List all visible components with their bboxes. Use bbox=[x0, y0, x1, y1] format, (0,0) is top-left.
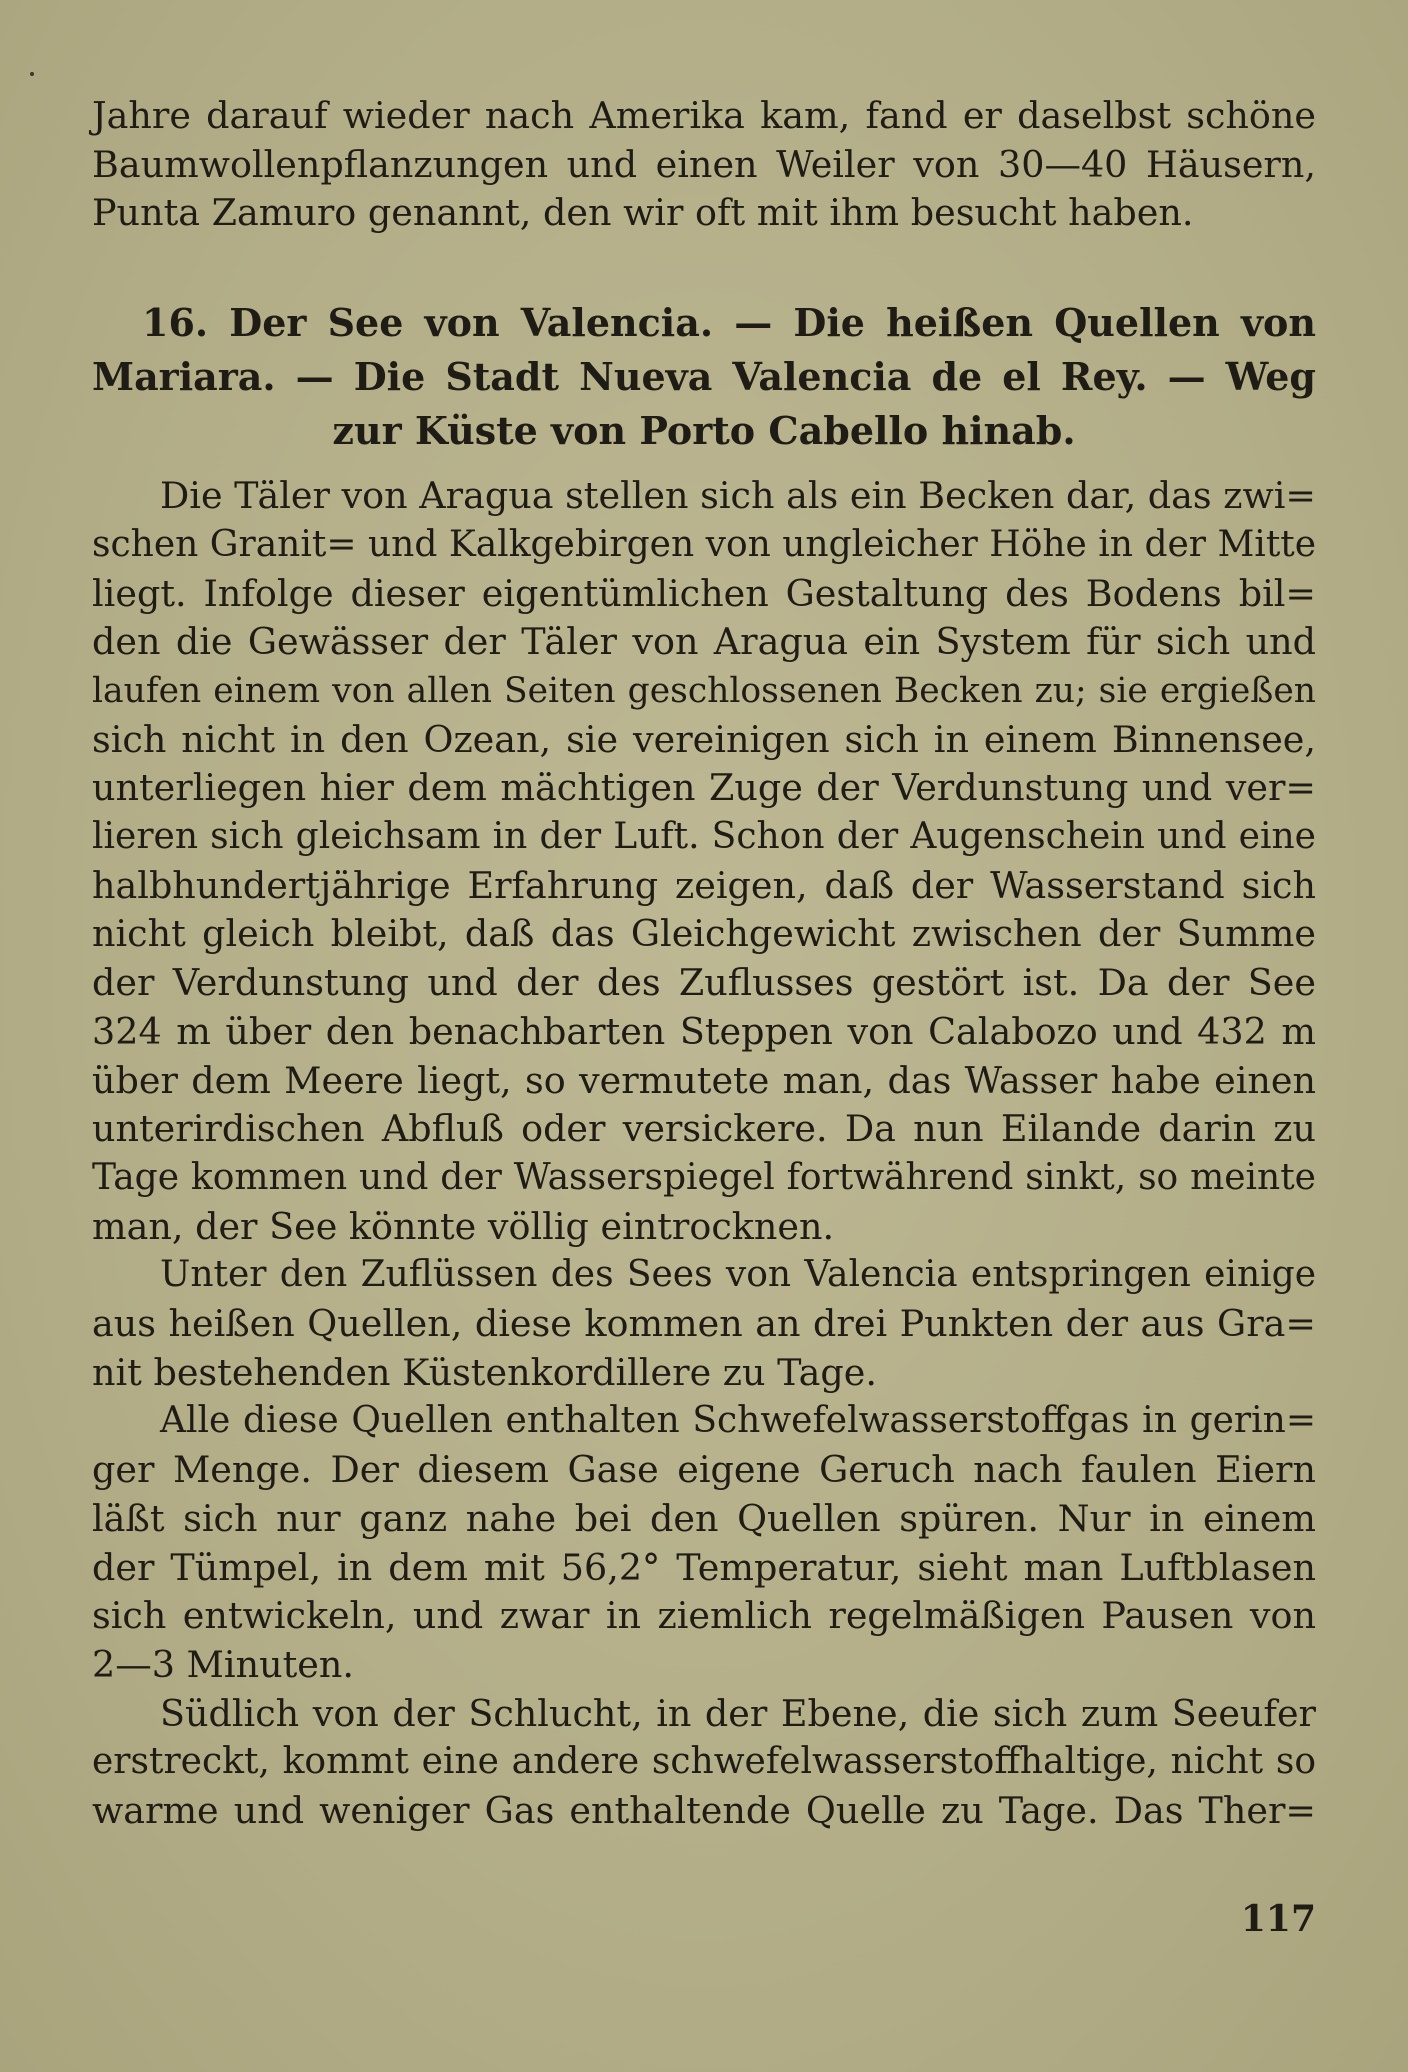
text-line: Südlich von der Schlucht, in der Ebene, die sich zum Seeufer bbox=[160, 1691, 1316, 1735]
text-line: der Tümpel, in dem mit 56,2° Temperatur, sieht man Luftblasen bbox=[92, 1545, 1316, 1589]
heading-line: zur Küste von Porto Cabello hinab. bbox=[332, 408, 1076, 454]
text-line: aus heißen Quellen, diese kommen an drei Punkten der aus Gra= bbox=[92, 1302, 1316, 1346]
heading-line: 16. Der See von Valencia. — Die heißen Quellen von bbox=[142, 300, 1316, 346]
chapter-body bbox=[92, 472, 1316, 1836]
text-line: Die Täler von Aragua stellen sich als ein Becken dar, das zwi= bbox=[160, 474, 1316, 518]
text-line: der Verdunstung und der des Zuflusses gestört ist. Da der See bbox=[92, 961, 1316, 1005]
text-line: läßt sich nur ganz nahe bei den Quellen spüren. Nur in einem bbox=[92, 1496, 1316, 1540]
text-line: laufen einem von allen Seiten geschlossenen Becken zu; sie ergießen bbox=[92, 670, 1316, 711]
text-line: ger Menge. Der diesem Gase eigene Geruch nach faulen Eiern bbox=[92, 1448, 1316, 1492]
text-line: Unter den Zuflüssen des Sees von Valencia entspringen einige bbox=[160, 1254, 1316, 1296]
text-line: Punta Zamuro genannt, den wir oft mit ihm besucht haben. bbox=[92, 191, 1194, 235]
text-line: schen Granit= und Kalkgebirgen von ungleicher Höhe in der Mitte bbox=[92, 523, 1317, 565]
paragraph-4 bbox=[92, 1690, 1316, 1836]
text-line: erstreckt, kommt eine andere schwefelwasserstoffhaltige, nicht so bbox=[92, 1741, 1316, 1783]
text-line: nicht gleich bleibt, daß das Gleichgewicht zwischen der Summe bbox=[92, 912, 1316, 956]
text-line: Tage kommen und der Wasserspiegel fortwährend sinkt, so meinte bbox=[92, 1156, 1316, 1198]
paragraph-3 bbox=[92, 1397, 1316, 1689]
text-line: sich nicht in den Ozean, sie vereinigen sich in einem Binnensee, bbox=[92, 717, 1316, 761]
text-line: man, der See könnte völlig eintrocknen. bbox=[92, 1204, 835, 1248]
text-line: liegt. Infolge dieser eigentümlichen Gestaltung des Bodens bil= bbox=[92, 571, 1316, 615]
book-page bbox=[92, 92, 1316, 1836]
text-line: sich entwickeln, und zwar in ziemlich regelmäßigen Pausen von bbox=[92, 1594, 1316, 1638]
chapter-heading bbox=[92, 296, 1316, 458]
text-line: halbhundertjährige Erfahrung zeigen, daß der Wasserstand sich bbox=[92, 863, 1316, 907]
text-line: 2—3 Minuten. bbox=[92, 1642, 354, 1686]
text-line: Jahre darauf wieder nach Amerika kam, fand er daselbst schöne bbox=[92, 94, 1316, 137]
top-paragraph bbox=[92, 92, 1316, 238]
text-line: unterirdischen Abfluß oder versickere. Da nun Eilande darin zu bbox=[92, 1107, 1316, 1151]
heading-line: Mariara. — Die Stadt Nueva Valencia de el Rey. — Weg bbox=[92, 354, 1316, 400]
text-line: Baumwollenpflanzungen und einen Weiler von 30—40 Häusern, bbox=[92, 142, 1316, 186]
page-number: 117 bbox=[1240, 1898, 1316, 1940]
paragraph-1 bbox=[92, 472, 1316, 1251]
text-line: warme und weniger Gas enthaltende Quelle zu Tage. Das Ther= bbox=[92, 1789, 1316, 1833]
text-line: nit bestehenden Küstenkordillere zu Tage. bbox=[92, 1350, 877, 1394]
text-line: über dem Meere liegt, so vermutete man, das Wasser habe einen bbox=[92, 1058, 1316, 1102]
text-line: lieren sich gleichsam in der Luft. Schon der Augenschein und eine bbox=[92, 816, 1316, 858]
text-line: unterliegen hier dem mächtigen Zuge der Verdunstung und ver= bbox=[92, 766, 1316, 810]
text-line: Alle diese Quellen enthalten Schwefelwasserstoffgas in gerin= bbox=[160, 1400, 1316, 1442]
text-line: 324 m über den benachbarten Steppen von Calabozo und 432 m bbox=[92, 1009, 1316, 1053]
paragraph-2 bbox=[92, 1251, 1316, 1397]
text-line: den die Gewässer der Täler von Aragua ein System für sich und bbox=[92, 620, 1316, 664]
paper-speck bbox=[30, 72, 34, 76]
